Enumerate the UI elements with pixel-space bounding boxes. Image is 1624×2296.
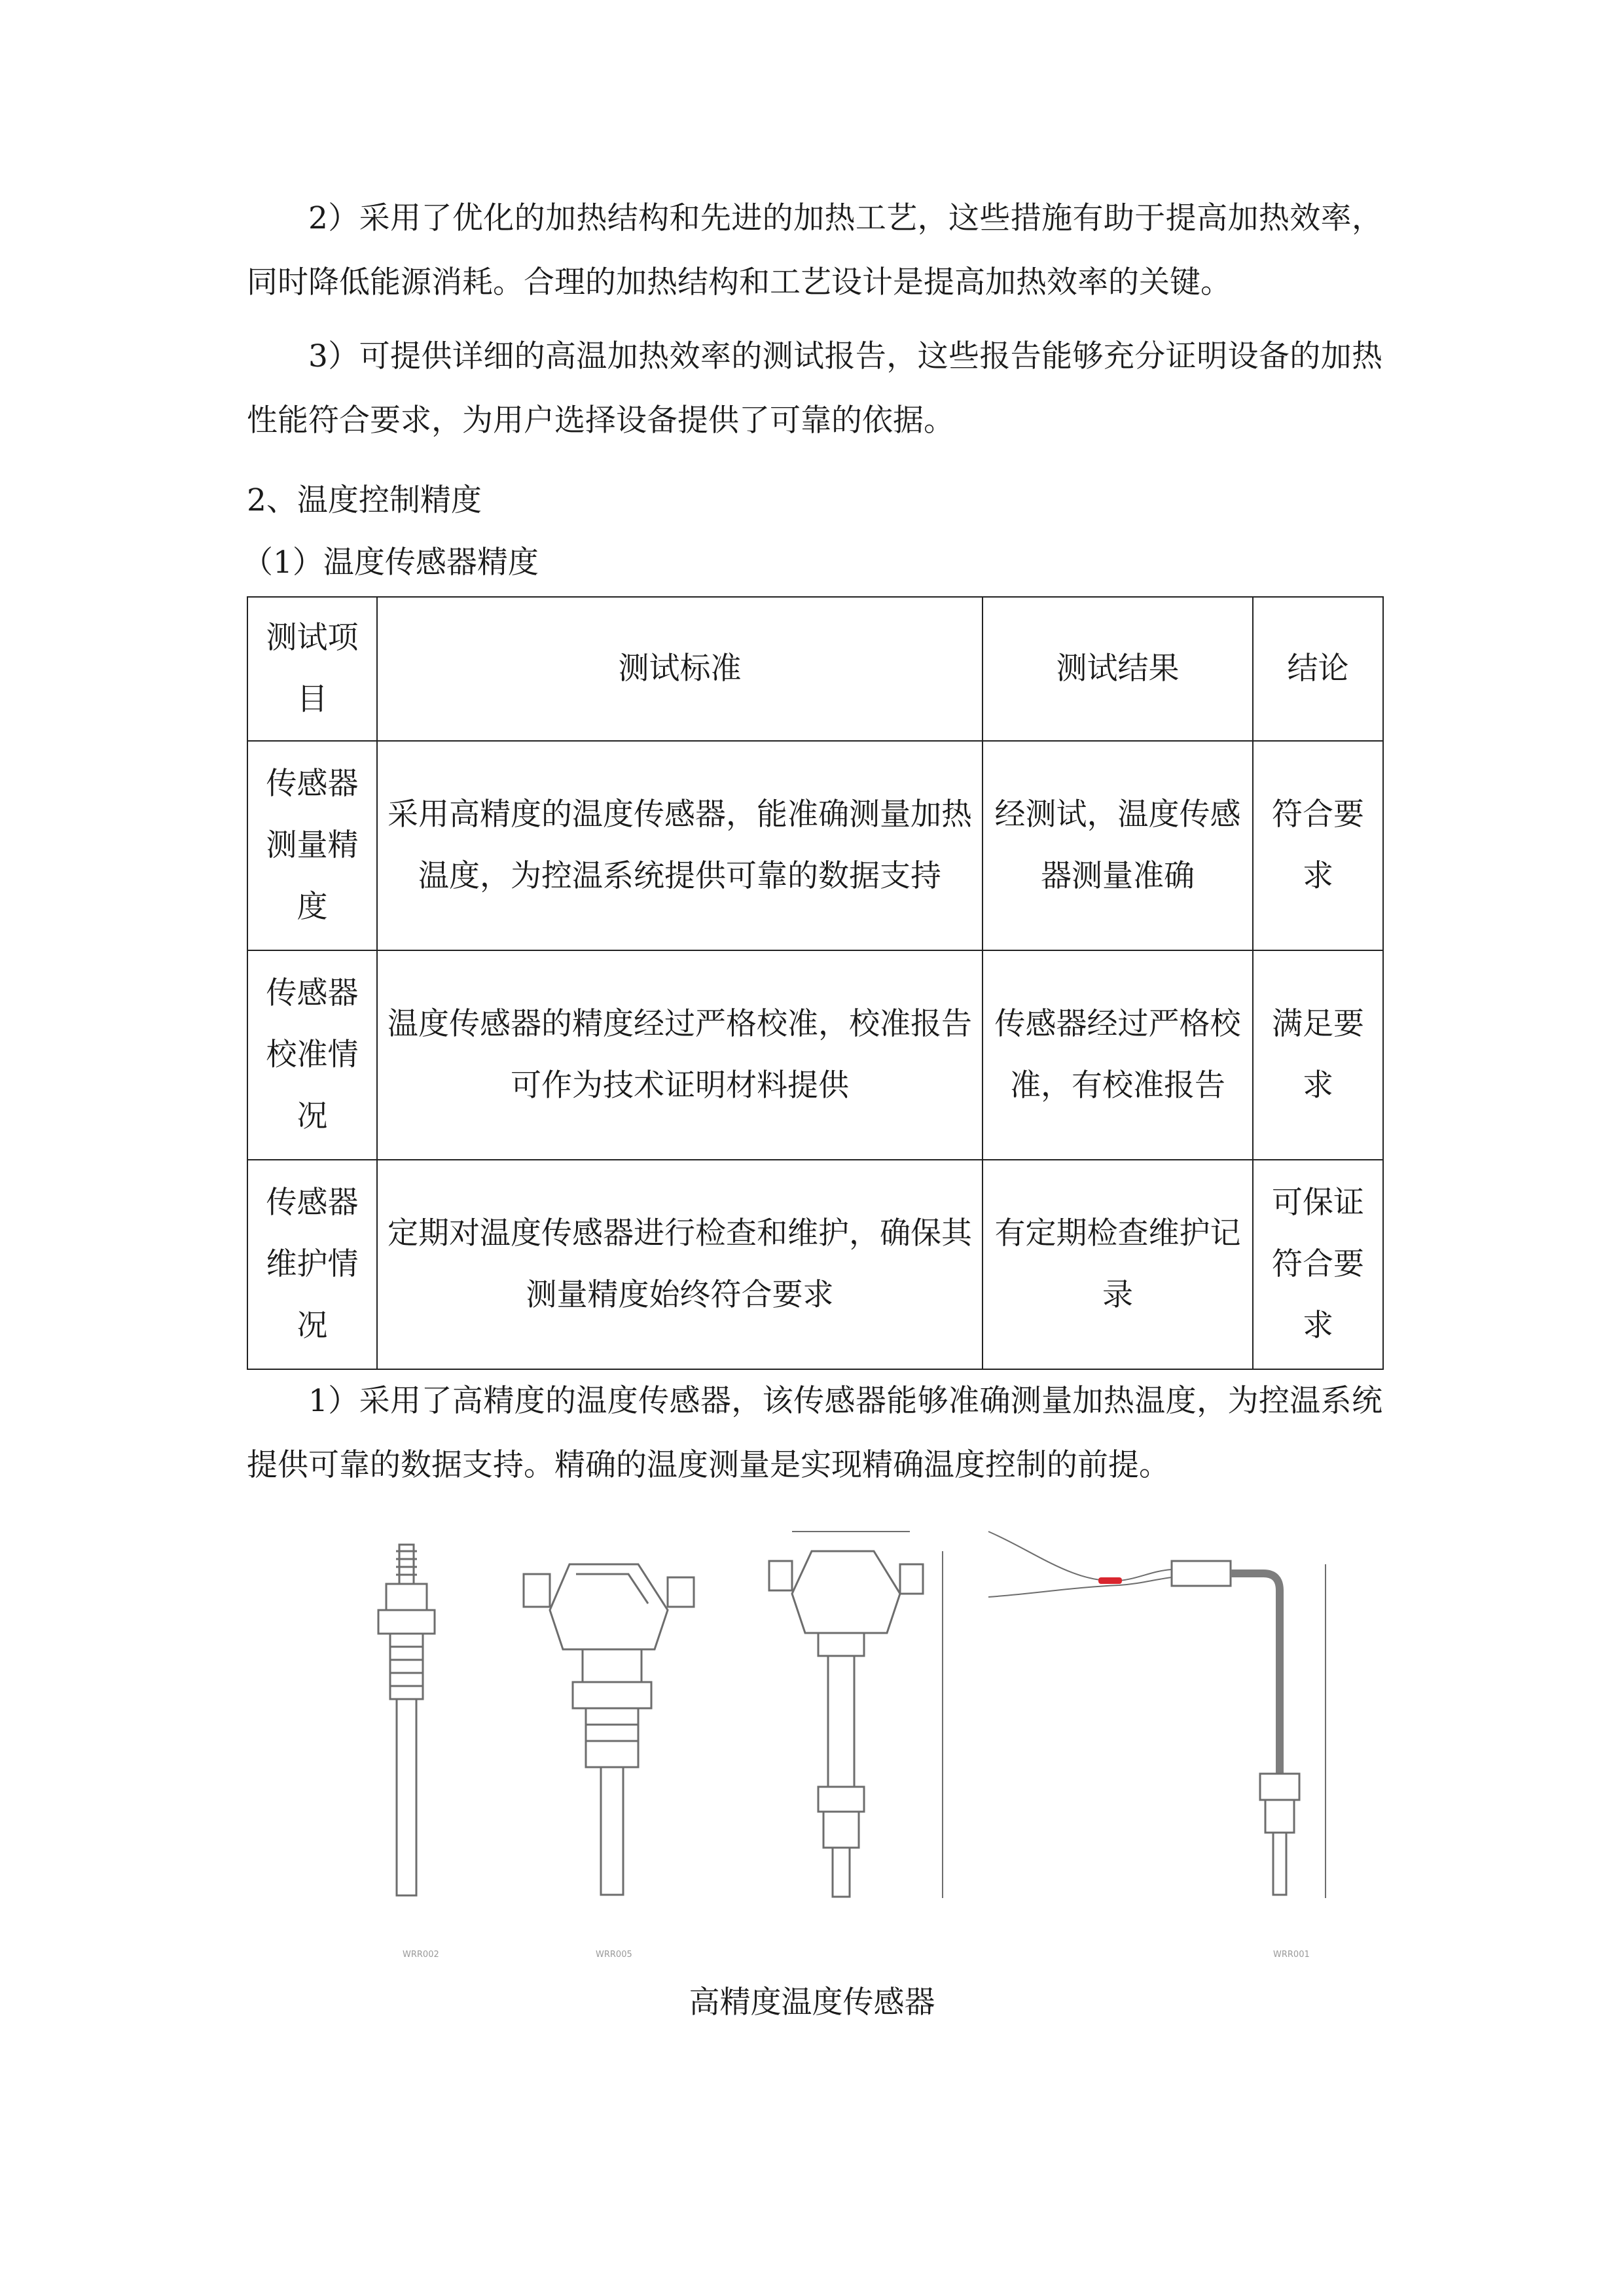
- wire-marker: [1098, 1577, 1122, 1584]
- paragraph-2: 2）采用了优化的加热结构和先进的加热工艺，这些措施有助于提高加热效率，同时降低能源消耗。合理的加热结构和工艺设计是提高加热效率的关键。: [247, 200, 1382, 300]
- sensor-drawing-4: [988, 1532, 1326, 1898]
- test-item-cell: 传感器维护情况: [247, 1160, 377, 1369]
- model-label: WRR005: [596, 1950, 632, 1960]
- table-row: [247, 1160, 1383, 1369]
- test-standard-cell: 温度传感器的精度经过严格校准，校准报告可作为技术证明材料提供: [377, 950, 983, 1160]
- test-result-cell: 传感器经过严格校准，有校准报告: [983, 950, 1253, 1160]
- sensor-drawing-2: [524, 1564, 694, 1895]
- sensor-technical-drawings: [262, 1512, 1368, 1983]
- figure-caption: 高精度温度传感器: [689, 1984, 935, 2020]
- table-header-row: [247, 597, 1383, 741]
- test-item-cell: 传感器校准情况: [247, 950, 377, 1160]
- table-row: [247, 741, 1383, 950]
- model-label: WRR001: [1273, 1950, 1310, 1960]
- sensor-drawings-figure: [262, 1512, 1368, 1983]
- test-item-cell: 传感器测量精度: [247, 741, 377, 950]
- sensor-accuracy-table: [247, 596, 1384, 1370]
- model-label: WRR002: [403, 1950, 439, 1960]
- section-heading: 2、温度控制精度: [247, 482, 482, 518]
- table-header-cell: 测试标准: [377, 597, 983, 741]
- conclusion-cell: 可保证符合要求: [1253, 1160, 1383, 1369]
- test-result-cell: 有定期检查维护记录: [983, 1160, 1253, 1369]
- table-header-cell: 结论: [1253, 597, 1383, 741]
- subsection-heading: （1）温度传感器精度: [242, 545, 539, 581]
- sensor-drawing-1: [378, 1545, 435, 1895]
- test-standard-cell: 定期对温度传感器进行检查和维护，确保其测量精度始终符合要求: [377, 1160, 983, 1369]
- paragraph-sensor: 1）采用了高精度的温度传感器，该传感器能够准确测量加热温度，为控温系统提供可靠的数据支持。精确的温度测量是实现精确温度控制的前提。: [247, 1383, 1382, 1483]
- sensor-drawing-3: [769, 1532, 943, 1898]
- paragraph-3: 3）可提供详细的高温加热效率的测试报告，这些报告能够充分证明设备的加热性能符合要求，为用户选择设备提供了可靠的依据。: [247, 338, 1382, 439]
- conclusion-cell: 符合要求: [1253, 741, 1383, 950]
- test-result-cell: 经测试，温度传感器测量准确: [983, 741, 1253, 950]
- conclusion-cell: 满足要求: [1253, 950, 1383, 1160]
- table-header-cell: 测试项目: [247, 597, 377, 741]
- table-row: [247, 950, 1383, 1160]
- test-standard-cell: 采用高精度的温度传感器，能准确测量加热温度，为控温系统提供可靠的数据支持: [377, 741, 983, 950]
- table-header-cell: 测试结果: [983, 597, 1253, 741]
